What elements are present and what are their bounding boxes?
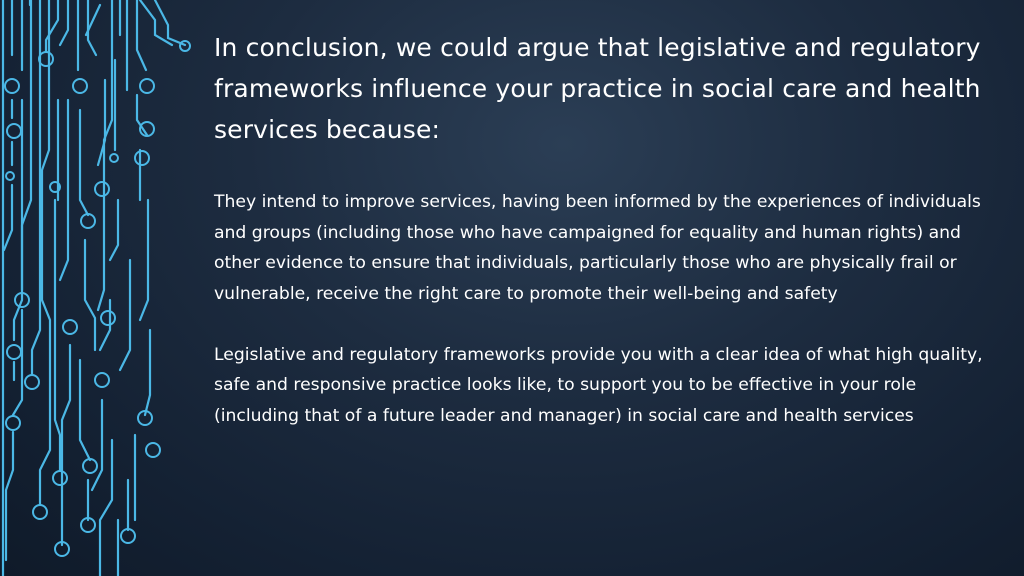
- circuit-trace: [85, 0, 96, 520]
- circuit-node: [6, 172, 14, 180]
- circuit-trace: [135, 0, 147, 520]
- circuit-node: [135, 151, 149, 165]
- circuit-node: [83, 459, 97, 473]
- slide-body: [214, 187, 1004, 431]
- circuit-trace: [14, 0, 22, 380]
- circuit-node: [25, 375, 39, 389]
- circuit-trace: [140, 200, 150, 415]
- circuit-node: [7, 345, 21, 359]
- circuit-node: [7, 124, 21, 138]
- circuit-trace: [120, 0, 130, 530]
- circuit-node: [110, 154, 118, 162]
- circuit-trace: [86, 5, 105, 490]
- circuit-node: [95, 373, 109, 387]
- circuit-node: [63, 320, 77, 334]
- circuit-board-decoration: [0, 0, 200, 576]
- circuit-trace: [78, 0, 90, 460]
- circuit-node: [146, 443, 160, 457]
- circuit-node: [5, 79, 19, 93]
- circuit-node: [95, 182, 109, 196]
- circuit-node: [33, 505, 47, 519]
- circuit-node: [101, 311, 115, 325]
- circuit-node: [81, 214, 95, 228]
- circuit-node: [6, 416, 20, 430]
- circuit-trace: [40, 0, 50, 505]
- circuit-node: [140, 79, 154, 93]
- body-paragraph-2: Legislative and regulatory frameworks provide you with a clear idea of what high quality, safe and responsive practice looks like, to support you to be effective in your role (including that of a future leader and manager) in social care and health services: [214, 344, 983, 426]
- circuit-node: [73, 79, 87, 93]
- slide-title: In conclusion, we could argue that legislative and regulatory frameworks influence your practice in social care and health services because:: [214, 33, 981, 144]
- body-paragraph-1: They intend to improve services, having been informed by the experiences of individuals and groups (including those who have campaigned for equality and human rights) and other evidence to ensure that individuals, particularly those who are physically frail or vulnerable, receive the right care to promote their well-being and safety: [214, 192, 981, 304]
- circuit-trace: [60, 0, 70, 545]
- circuit-node: [53, 471, 67, 485]
- circuit-trace: [30, 0, 58, 200]
